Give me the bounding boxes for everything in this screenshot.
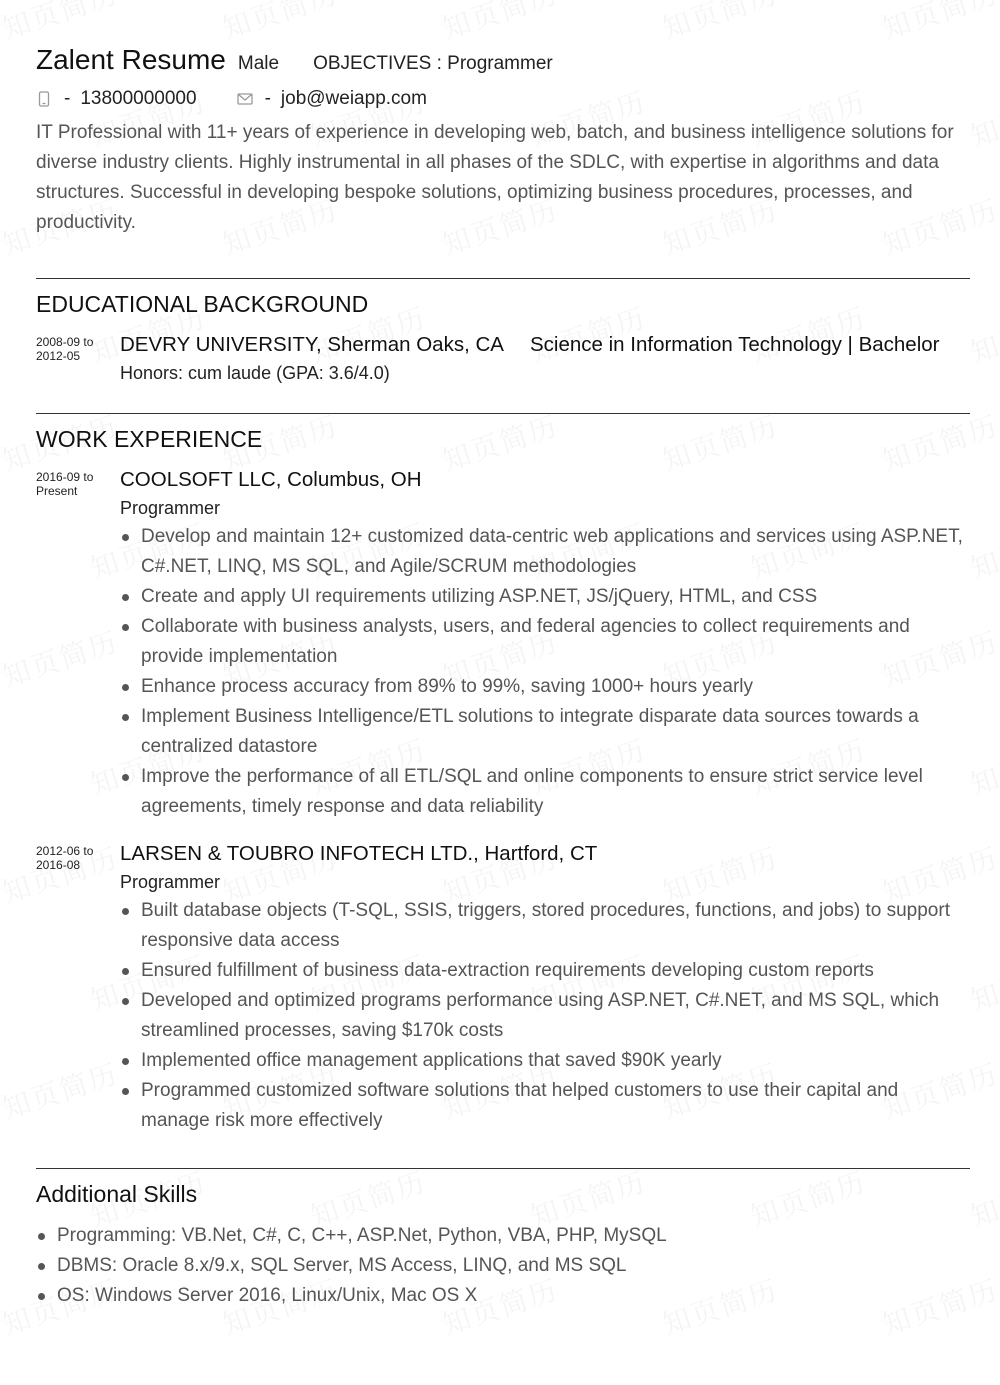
- work-date: [36, 840, 120, 1136]
- contact-row: [36, 84, 970, 114]
- watermark-text: [657, 0, 784, 48]
- email-separator: -: [264, 88, 271, 109]
- education-date: [36, 331, 120, 387]
- contact-email: [237, 88, 427, 110]
- skills-list: [36, 1221, 970, 1311]
- company-name: COOLSOFT LLC, Columbus, OH: [120, 468, 422, 491]
- date-end: 2012-05: [36, 349, 81, 363]
- education-body: [120, 331, 970, 387]
- job-role: Programmer: [120, 872, 221, 892]
- resume-page: [36, 44, 970, 1311]
- skills-title: Additional Skills: [36, 1181, 198, 1207]
- list-item: DBMS: Oracle 8.x/9.x, SQL Server, MS Access, LINQ, and MS SQL: [36, 1251, 970, 1281]
- email-address: job@weiapp.com: [280, 88, 427, 109]
- degree: Science in Information Technology | Bachelor: [530, 333, 940, 356]
- education-title: EDUCATIONAL BACKGROUND: [36, 291, 369, 317]
- list-item: Develop and maintain 12+ customized data-centric web applications and services using ASP.NET, C#.NET, LINQ, MS SQL, and Agile/SCRUM methodologies: [120, 522, 970, 582]
- watermark-text: [965, 1160, 1000, 1235]
- watermark-text: [965, 296, 1000, 371]
- watermark-text: [217, 0, 344, 48]
- watermark-text: [965, 80, 1000, 155]
- summary: IT Professional with 11+ years of experience in developing web, batch, and business intelligence solutions for diverse industry clients. Highly instrumental in all phases of the SDLC, with expertise in algorithms and data structures. Successful in developing bespoke solutions, optimizing business procedures, processes, and productivity.: [36, 122, 954, 233]
- work-body: [120, 466, 970, 822]
- work-body: [120, 840, 970, 1136]
- list-item: Ensured fulfillment of business data-extraction requirements developing custom reports: [120, 956, 970, 986]
- list-item: Implemented office management applications that saved $90K yearly: [120, 1046, 970, 1076]
- date-end: 2016-08: [36, 858, 81, 872]
- watermark-text: [965, 944, 1000, 1019]
- date-start: 2016-09 to: [36, 470, 94, 484]
- watermark-text: [965, 728, 1000, 803]
- work-entry: [36, 840, 970, 1136]
- watermark-text: [965, 512, 1000, 587]
- list-item: Built database objects (T-SQL, SSIS, triggers, stored procedures, functions, and jobs) to support responsive data access: [120, 896, 970, 956]
- phone-number: 13800000000: [80, 88, 197, 109]
- date-start: 2008-09 to: [36, 335, 94, 349]
- work-title: WORK EXPERIENCE: [36, 426, 263, 452]
- contact-phone: [36, 88, 197, 110]
- work-section: [36, 413, 970, 1136]
- education-entry: [36, 331, 970, 387]
- work-bullets: [120, 522, 970, 822]
- watermark-text: [877, 0, 1000, 48]
- candidate-gender: Male: [237, 53, 280, 74]
- list-item: Create and apply UI requirements utilizing ASP.NET, JS/jQuery, HTML, and CSS: [120, 582, 970, 612]
- list-item: Developed and optimized programs performance using ASP.NET, C#.NET, and MS SQL, which streamlined processes, saving $170k costs: [120, 986, 970, 1046]
- date-end: Present: [36, 484, 78, 498]
- list-item: Improve the performance of all ETL/SQL and online components to ensure strict service level agreements, timely response and data reliability: [120, 762, 970, 822]
- job-role: Programmer: [120, 498, 221, 518]
- list-item: Collaborate with business analysts, users, and federal agencies to collect requirements and provide implementation: [120, 612, 970, 672]
- watermark-text: [0, 0, 123, 48]
- work-bullets: [120, 896, 970, 1136]
- watermark-text: [437, 0, 564, 48]
- list-item: Programming: VB.Net, C#, C, C++, ASP.Net, Python, VBA, PHP, MySQL: [36, 1221, 970, 1251]
- education-section: [36, 278, 970, 387]
- company-name: LARSEN & TOUBRO INFOTECH LTD., Hartford, CT: [120, 842, 598, 865]
- resume-header: [36, 44, 970, 84]
- phone-separator: -: [64, 88, 71, 109]
- list-item: OS: Windows Server 2016, Linux/Unix, Mac OS X: [36, 1281, 970, 1311]
- school-name: DEVRY UNIVERSITY, Sherman Oaks, CA: [120, 333, 504, 356]
- list-item: Enhance process accuracy from 89% to 99%, saving 1000+ hours yearly: [120, 672, 970, 702]
- honors: Honors: cum laude (GPA: 3.6/4.0): [120, 363, 390, 383]
- phone-icon: [36, 91, 52, 107]
- list-item: Implement Business Intelligence/ETL solutions to integrate disparate data sources towards a centralized datastore: [120, 702, 970, 762]
- skills-section: [36, 1168, 970, 1311]
- mail-icon: [237, 91, 253, 107]
- candidate-name: Zalent Resume: [36, 44, 226, 75]
- work-date: [36, 466, 120, 822]
- work-entry: [36, 466, 970, 822]
- list-item: Programmed customized software solutions that helped customers to use their capital and manage risk more effectively: [120, 1076, 970, 1136]
- date-start: 2012-06 to: [36, 844, 94, 858]
- education-head: [120, 331, 970, 359]
- objectives: OBJECTIVES : Programmer: [313, 53, 553, 74]
